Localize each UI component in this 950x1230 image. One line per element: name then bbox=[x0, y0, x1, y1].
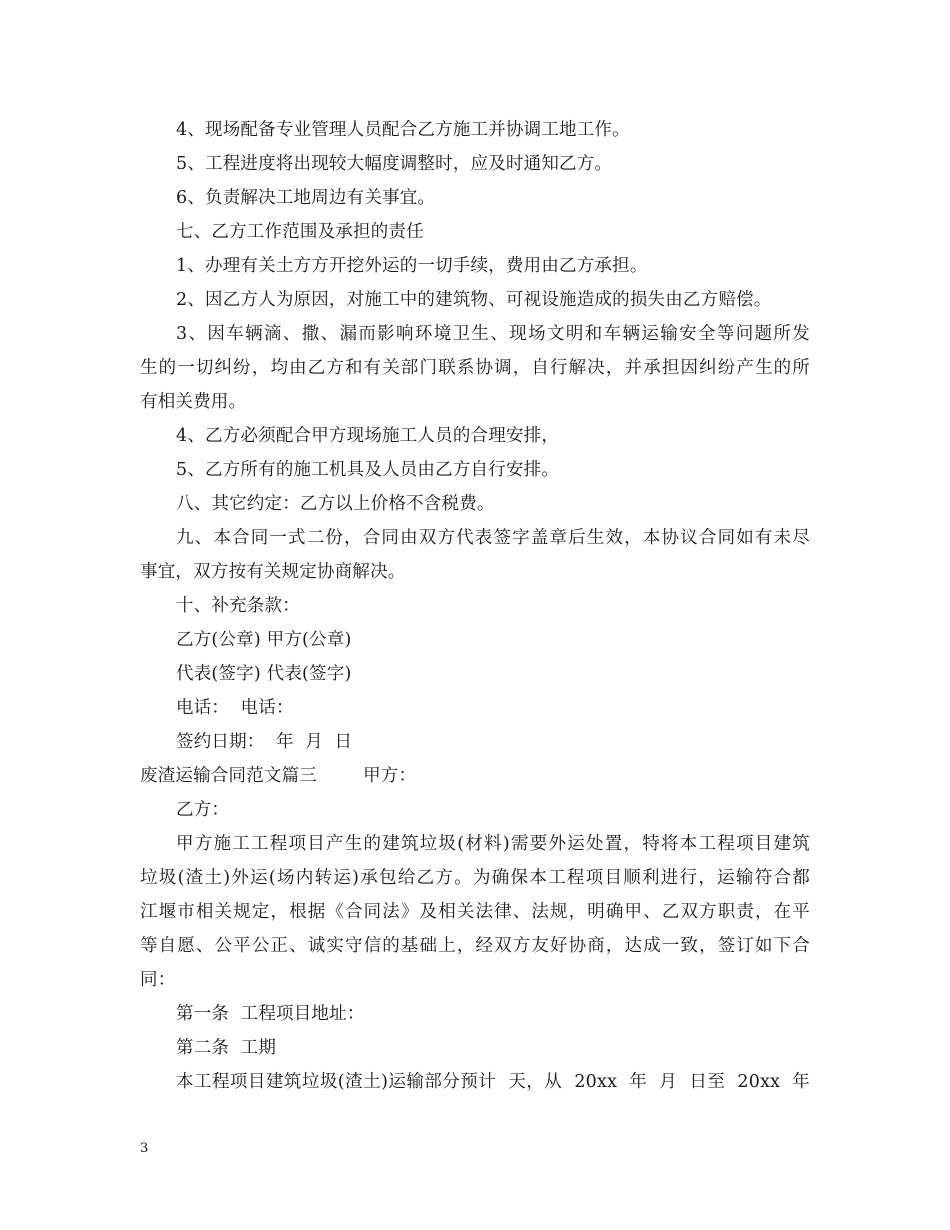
article-title: 废渣运输合同范文篇三 甲方： bbox=[140, 766, 417, 786]
text-line: 有相关费用。 bbox=[140, 392, 247, 412]
text-line: 江堰市相关规定，根据《合同法》及相关法律、法规，明确甲、乙双方职责，在平 bbox=[140, 902, 810, 922]
text-line: 事宜，双方按有关规定协商解决。 bbox=[140, 562, 406, 582]
text-line: 6、负责解决工地周边有关事宜。 bbox=[176, 188, 436, 208]
text-line: 5、乙方所有的施工机具及人员由乙方自行安排。 bbox=[176, 460, 560, 480]
section-heading: 八、其它约定：乙方以上价格不含税费。 bbox=[176, 494, 495, 514]
signature-line: 代表(签字) 代表(签字) bbox=[176, 664, 352, 684]
text-line: 2、因乙方人为原因，对施工中的建筑物、可视设施造成的损失由乙方赔偿。 bbox=[176, 290, 772, 310]
text-line: 甲方施工工程项目产生的建筑垃圾(材料)需要外运处置，特将本工程项目建筑 bbox=[176, 834, 810, 854]
text-line: 垃圾(渣土)外运(场内转运)承包给乙方。为确保本工程项目顺利进行，运输符合都 bbox=[140, 868, 810, 888]
text-line: 3、因车辆滴、撒、漏而影响环境卫生、现场文明和车辆运输安全等问题所发 bbox=[176, 324, 810, 344]
text-line: 同： bbox=[140, 970, 176, 990]
text-line: 等自愿、公平公正、诚实守信的基础上，经双方友好协商，达成一致，签订如下合 bbox=[140, 936, 810, 956]
section-heading: 七、乙方工作范围及承担的责任 bbox=[176, 222, 424, 242]
signature-line: 乙方(公章) 甲方(公章) bbox=[176, 630, 352, 650]
section-heading: 十、补充条款： bbox=[176, 596, 300, 616]
text-line: 九、本合同一式二份，合同由双方代表签字盖章后生效，本协议合同如有未尽 bbox=[176, 528, 810, 548]
text-line: 1、办理有关土方方开挖外运的一切手续，费用由乙方承担。 bbox=[176, 256, 648, 276]
text-line: 4、现场配备专业管理人员配合乙方施工并协调工地工作。 bbox=[176, 120, 630, 140]
clause-heading: 第二条 工期 bbox=[176, 1038, 277, 1058]
page-number: 3 bbox=[140, 1141, 149, 1156]
clause-heading: 第一条 工程项目地址： bbox=[176, 1004, 365, 1024]
text-line: 5、工程进度将出现较大幅度调整时，应及时通知乙方。 bbox=[176, 154, 613, 174]
text-line: 生的一切纠纷，均由乙方和有关部门联系协调，自行解决，并承担因纠纷产生的所 bbox=[140, 358, 810, 378]
signature-date-line: 签约日期： 年 月 日 bbox=[176, 732, 353, 752]
text-line: 乙方： bbox=[176, 800, 230, 820]
text-line: 4、乙方必须配合甲方现场施工人员的合理安排， bbox=[176, 426, 560, 446]
signature-line: 电话： 电话： bbox=[176, 698, 294, 718]
text-line: 本工程项目建筑垃圾(渣土)运输部分预计 天，从 20xx 年 月 日至 20xx 年 bbox=[176, 1072, 810, 1092]
